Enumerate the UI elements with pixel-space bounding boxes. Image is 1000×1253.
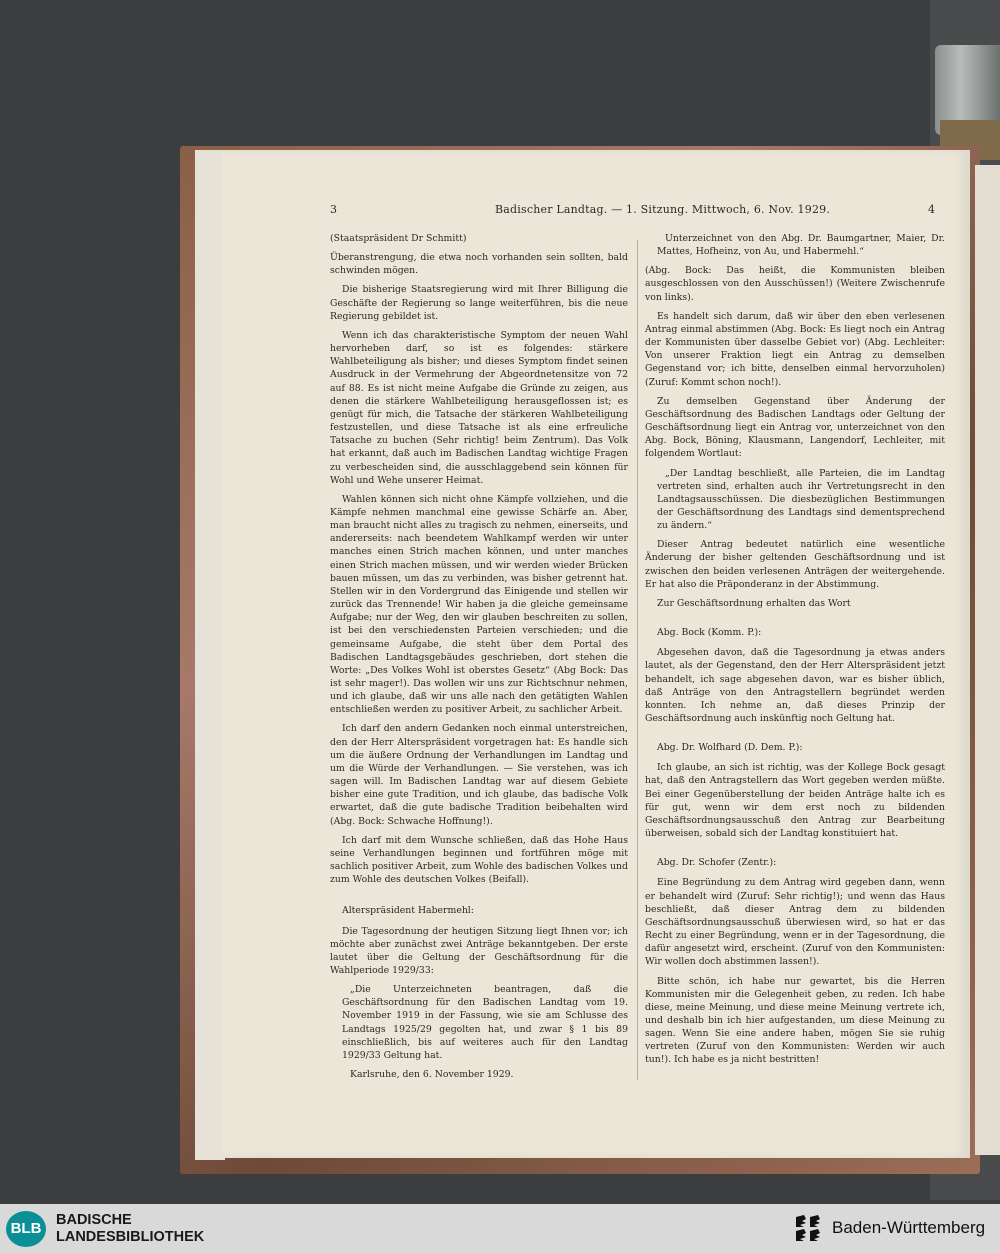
paragraph: Wenn ich das charakteristische Symptom der neuen Wahl hervorheben darf, so ist es folgendes: stärkere Wahlbeteiligung als bisher; und dieses Symptom findet seinen Ausdruck in der Vermehrung der Abgeordnetensitze von 72 auf 88. Es ist nicht meine Aufgabe die Gründe zu zeigen, aus denen die stärkere Wahlbeteiligung herausgeflossen ist; es genügt für mich, die Tatsache der stärkeren Wahlbeteiligung festzustellen, und diese Tatsache ist als eine erfreuliche Tatsache zu buchen (Sehr richtig! beim Zentrum). Das Volk hat erkannt, daß auch im Badischen Landtag wichtige Fragen zu verbescheiden sind, die ausschlaggebend sein können für Wohl und Wehe unserer Heimat. xyxy=(330,329,628,486)
quoted-motion: „Der Landtag beschließt, alle Parteien, die im Landtag vertreten sind, erhalten auch ihr Vertretungsrecht in den Landtagsausschüssen. Die diesbezüglichen Bestimmungen der Geschäftsordnung des Landtags sind dementsprechend zu ändern.“ xyxy=(657,467,945,532)
speaker-heading: Abg. Dr. Wolfhard (D. Dem. P.): xyxy=(657,742,803,754)
speaker-note: (Staatspräsident Dr Schmitt) xyxy=(330,233,467,244)
paragraph: Dieser Antrag bedeutet natürlich eine wesentliche Änderung der bisher geltenden Geschäftsordnung und ist zwischen den beiden verlesenen Anträgen der weitergehende. Er hat also die Präponderanz in der Abstimmung. xyxy=(645,539,945,590)
paragraph: Die Tagesordnung der heutigen Sitzung liegt Ihnen vor; ich möchte aber zunächst zwei Anträge bekanntgeben. Der erste lautet über die Geltung der Geschäftsordnung für die Wahlperiode 1929/33: xyxy=(330,925,628,976)
paragraph: Wahlen können sich nicht ohne Kämpfe vollziehen, und die Kämpfe nehmen manchmal eine gewisse Schärfe an. Aber, man braucht nicht alles zu tragisch zu nehmen, einerseits, und andererseits: nach beendetem Wahlkampf werden wir unter manches einen Strich machen können, und unter manches einen Strich machen müssen, und wir werden wieder Brücken bauen müssen, um das zu verbinden, was bisher getrennt hat. Stellen wir in den Vordergrund das Einigende und stellen wir zurück das Trennende! Wir haben ja die gleiche gemeinsame Aufgabe; nur der Weg, den wir glauben beschreiten zu sollen, ist bei den verschiedensten Parteien verschieden; und die gemeinsame Aufgabe, die steht über dem Portal des Badischen Landtagsgebäudes geschrieben, dort stehen die Worte: „Des Volkes Wohl ist oberstes Gesetz“ (Abg Bock: Das ist sehr mager!). Das wollen wir uns zur Richtschnur nehmen, und ich glaube, daß wir uns alle nach den getätigten Wahlen entschließen werden zu positiver Arbeit, zu sachlicher Arbeit. xyxy=(330,493,628,716)
interjection: (Abg. Bock: Das heißt, die Kommunisten bleiben ausgeschlossen von den Ausschüssen!) (Weitere Zwischenrufe von links). xyxy=(645,265,945,303)
library-name[interactable] xyxy=(56,1212,204,1246)
left-column xyxy=(330,232,628,1087)
page-number-right: 4 xyxy=(928,203,935,216)
paragraph: Zu demselben Gegenstand über Änderung der Geschäftsordnung des Badischen Landtags oder Geltung der Geschäftsordnung liegt ein Antrag vor, unterzeichnet von den Abg. Bock, Böning, Klausmann, Langendorf, Lechleiter, mit folgendem Wortlaut: xyxy=(645,395,945,460)
paragraph: Zur Geschäftsordnung erhalten das Wort xyxy=(657,597,851,609)
state-name[interactable]: Baden-Württemberg xyxy=(832,1218,986,1237)
quoted-motion: „Die Unterzeichneten beantragen, daß die Geschäftsordnung für den Badischen Landtag vom 19. November 1919 in der Fassung, wie sie am Schlusse des Landtags 1925/29 gegolten hat, und zwar § 1 bis 89 einschließlich, bis auf weiteres auch für den Landtag 1929/33 Geltung hat. xyxy=(342,984,628,1061)
paragraph: Die bisherige Staatsregierung wird mit Ihrer Billigung die Geschäfte der Regierung so lange weiterführen, bis die neue Regierung gebildet ist. xyxy=(330,284,628,322)
next-page-sliver xyxy=(975,165,1000,1155)
page-edge xyxy=(195,150,225,1160)
paragraph: Ich darf den andern Gedanken noch einmal unterstreichen, den der Herr Alterspräsident vorgetragen hat: Es handle sich um die äußere Ordnung der Verhandlungen im Landtag und um die Würde der Verhandlungen. — Sie verstehen, was ich sagen will. Im Badischen Landtag war auf diesem Gebiete bisher eine gute Tradition, und ich glaube, das badische Volk erwartet, daß die gute badische Tradition beibehalten wird (Abg. Bock: Schwache Hoffnung!). xyxy=(330,723,628,827)
library-name-line1: BADISCHE xyxy=(56,1212,132,1228)
baden-wuerttemberg-lions-icon xyxy=(792,1213,822,1245)
speaker-heading: Alterspräsident Habermehl: xyxy=(342,905,474,917)
paragraph: Bitte schön, ich habe nur gewartet, bis die Herren Kommunisten mir die Gelegenheit geben, zu reden. Ich habe diese, meine Meinung, und diese meine Meinung vertrete ich, und deshalb bin ich hier aufgestanden, um diese Meinung zu sagen. Wenn Sie eine andere haben, mögen Sie sie ruhig vertreten (Zuruf von den Kommunisten: Werden wir auch tun!). Ich habe es ja nicht bestritten! xyxy=(645,975,945,1066)
column-divider xyxy=(637,240,638,1080)
paragraph: Es handelt sich darum, daß wir über den eben verlesenen Antrag einmal abstimmen (Abg. Bock: Es liegt noch ein Antrag der Kommunisten über dasselbe Gebiet vor) (Abg. Lechleiter: Von unserer Fraktion liegt ein Antrag zu demselben Gegenstand vor; ich bitte, denselben einmal hervorzuholen) (Zuruf: Kommt schon noch!). xyxy=(645,310,945,388)
page-number-left: 3 xyxy=(330,203,337,216)
running-title: Badischer Landtag. — 1. Sitzung. Mittwoch, 6. Nov. 1929. xyxy=(495,203,831,216)
paragraph: Überanstrengung, die etwa noch vorhanden sein sollten, bald schwinden mögen. xyxy=(330,252,628,277)
footer-bar xyxy=(0,1204,1000,1253)
quoted-date: Karlsruhe, den 6. November 1929. xyxy=(350,1069,514,1081)
paragraph: Ich glaube, an sich ist richtig, was der Kollege Bock gesagt hat, daß den Antragstellern das Wort gegeben werden müßte. Bei einer Gegenüberstellung der beiden Anträge halte ich es für gut, wenn wir dem erst noch zu bildenden Geschäftsordnungsausschuß den Antrag zur Bearbeitung überweisen, sobald sich der Landtag konstituiert hat. xyxy=(645,762,945,840)
paragraph: Eine Begründung zu dem Antrag wird gegeben dann, wenn er behandelt wird (Zuruf: Sehr richtig!); und wenn das Haus beschließt, daß dieser Antrag dem zu bildenden Geschäftsordnungsausschuß überwiesen wird, so hat er das Recht zu einer Begründung, wenn er in der Tagesordnung, die dafür angesetzt wird, erscheint. (Zuruf von den Kommunisten: Wir wollen doch abstimmen lassen!). xyxy=(645,877,945,968)
blb-logo-icon[interactable]: BLB xyxy=(6,1211,46,1247)
right-column xyxy=(645,232,945,1073)
paragraph: Abgesehen davon, daß die Tagesordnung ja etwas anders lautet, als der Gegenstand, den der Herr Alterspräsident jetzt behandelt, ich sage abgesehen davon, war es bisher üblich, daß Anträge von den Antragstellern begründet werden konnten. Ich nehme an, daß dieses Prinzip der Geschäftsordnung auch inskünftig noch Geltung hat. xyxy=(645,647,945,724)
paragraph: Ich darf mit dem Wunsche schließen, daß das Hohe Haus seine Verhandlungen beginnen und fortführen möge mit sachlich positiver Arbeit, zum Wohle des badischen Volkes und zum Wohle des deutschen Volkes (Beifall). xyxy=(330,834,628,886)
speaker-heading: Abg. Dr. Schofer (Zentr.): xyxy=(657,857,777,869)
signatories: Unterzeichnet von den Abg. Dr. Baumgartner, Maier, Dr. Mattes, Hofheinz, von Au, und Habermehl.“ xyxy=(657,233,945,258)
library-name-line2: LANDESBIBLIOTHEK xyxy=(56,1229,205,1245)
speaker-heading: Abg. Bock (Komm. P.): xyxy=(657,627,762,639)
